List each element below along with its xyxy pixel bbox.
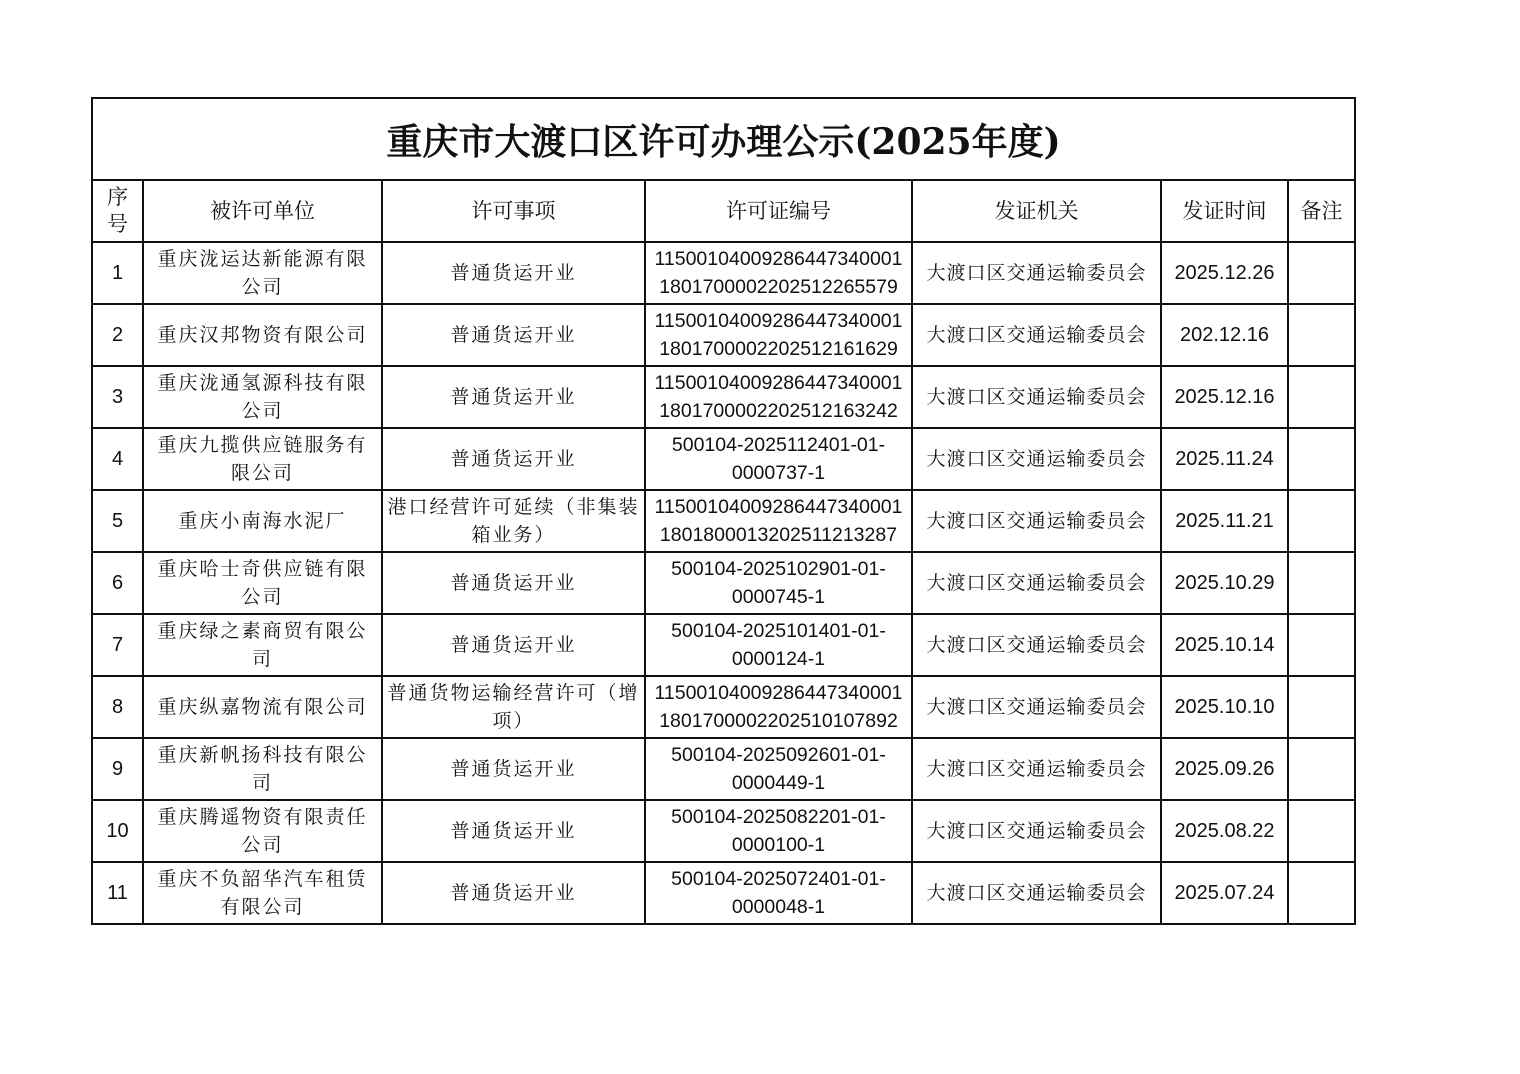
row-license-no (645, 242, 912, 304)
license-no-line-2: 0000048-1 (731, 896, 826, 918)
row-license-no (645, 676, 912, 738)
header-unit: 被许可单位 (143, 180, 382, 242)
license-no-line-2: 0000100-1 (731, 834, 826, 856)
license-no-line-2: 1801700002202510107892 (659, 710, 898, 732)
row-note (1288, 862, 1355, 924)
row-item: 普通货运开业 (382, 242, 645, 304)
row-index: 7 (92, 614, 143, 676)
license-no-line-2: 1801700002202512161629 (659, 338, 898, 360)
row-issuer: 大渡口区交通运输委员会 (912, 738, 1161, 800)
table-row (92, 614, 1355, 676)
license-no-line-2: 1801700002202512265579 (659, 276, 898, 298)
row-unit: 重庆腾遥物资有限责任公司 (143, 800, 382, 862)
row-date: 2025.12.26 (1161, 242, 1288, 304)
row-item: 普通货运开业 (382, 552, 645, 614)
table-row (92, 862, 1355, 924)
row-unit: 重庆泷运达新能源有限公司 (143, 242, 382, 304)
row-unit: 重庆纵嘉物流有限公司 (143, 676, 382, 738)
row-note (1288, 366, 1355, 428)
header-issuer: 发证机关 (912, 180, 1161, 242)
permit-table (91, 97, 1356, 925)
row-date: 2025.07.24 (1161, 862, 1288, 924)
table-row (92, 428, 1355, 490)
row-note (1288, 738, 1355, 800)
row-date: 2025.08.22 (1161, 800, 1288, 862)
row-issuer: 大渡口区交通运输委员会 (912, 428, 1161, 490)
row-note (1288, 676, 1355, 738)
row-note (1288, 490, 1355, 552)
license-no-line-1: 11500104009286447340001 (654, 682, 903, 704)
row-issuer: 大渡口区交通运输委员会 (912, 614, 1161, 676)
row-issuer: 大渡口区交通运输委员会 (912, 676, 1161, 738)
row-note (1288, 428, 1355, 490)
row-item: 普通货运开业 (382, 366, 645, 428)
row-unit: 重庆九揽供应链服务有限公司 (143, 428, 382, 490)
page-title: 重庆市大渡口区许可办理公示(2025年度) (92, 98, 1355, 180)
row-license-no (645, 490, 912, 552)
row-license-no (645, 428, 912, 490)
license-no-line-1: 11500104009286447340001 (654, 496, 903, 518)
license-no-line-1: 11500104009286447340001 (654, 372, 903, 394)
row-item: 港口经营许可延续（非集装箱业务） (382, 490, 645, 552)
row-index: 6 (92, 552, 143, 614)
license-no-line-2: 0000737-1 (731, 462, 826, 484)
row-date: 2025.10.10 (1161, 676, 1288, 738)
license-no-line-1: 11500104009286447340001 (654, 310, 903, 332)
row-item: 普通货运开业 (382, 428, 645, 490)
header-row (92, 180, 1355, 242)
row-item: 普通货运开业 (382, 614, 645, 676)
row-index: 9 (92, 738, 143, 800)
row-index: 10 (92, 800, 143, 862)
header-index: 序号 (92, 180, 143, 242)
row-note (1288, 800, 1355, 862)
row-unit: 重庆汉邦物资有限公司 (143, 304, 382, 366)
row-note (1288, 552, 1355, 614)
row-issuer: 大渡口区交通运输委员会 (912, 800, 1161, 862)
license-no-line-2: 1801800013202511213287 (659, 524, 898, 546)
table-row (92, 738, 1355, 800)
row-item: 普通货运开业 (382, 862, 645, 924)
row-license-no (645, 738, 912, 800)
row-unit: 重庆哈士奇供应链有限公司 (143, 552, 382, 614)
row-date: 2025.10.14 (1161, 614, 1288, 676)
row-unit: 重庆新帆扬科技有限公司 (143, 738, 382, 800)
row-index: 1 (92, 242, 143, 304)
table-row (92, 490, 1355, 552)
row-item: 普通货运开业 (382, 304, 645, 366)
license-no-line-1: 500104-2025101401-01- (671, 620, 886, 642)
row-item: 普通货运开业 (382, 738, 645, 800)
row-index: 3 (92, 366, 143, 428)
row-issuer: 大渡口区交通运输委员会 (912, 862, 1161, 924)
row-item: 普通货物运输经营许可（增项） (382, 676, 645, 738)
table-row (92, 242, 1355, 304)
row-index: 5 (92, 490, 143, 552)
row-date: 2025.10.29 (1161, 552, 1288, 614)
license-no-line-2: 0000124-1 (731, 648, 826, 670)
row-note (1288, 304, 1355, 366)
row-index: 4 (92, 428, 143, 490)
row-issuer: 大渡口区交通运输委员会 (912, 366, 1161, 428)
row-item: 普通货运开业 (382, 800, 645, 862)
license-no-line-2: 0000449-1 (731, 772, 826, 794)
row-issuer: 大渡口区交通运输委员会 (912, 242, 1161, 304)
license-no-line-1: 500104-2025082201-01- (671, 806, 886, 828)
header-date: 发证时间 (1161, 180, 1288, 242)
license-no-line-1: 11500104009286447340001 (654, 248, 903, 270)
permit-publicity-sheet (91, 97, 1354, 925)
row-date: 2025.11.24 (1161, 428, 1288, 490)
license-no-line-1: 500104-2025092601-01- (671, 744, 886, 766)
license-no-line-1: 500104-2025072401-01- (671, 868, 886, 890)
row-date: 2025.09.26 (1161, 738, 1288, 800)
row-note (1288, 242, 1355, 304)
row-license-no (645, 304, 912, 366)
license-no-line-2: 1801700002202512163242 (659, 400, 898, 422)
row-license-no (645, 366, 912, 428)
row-unit: 重庆绿之素商贸有限公司 (143, 614, 382, 676)
row-issuer: 大渡口区交通运输委员会 (912, 490, 1161, 552)
row-date: 2025.12.16 (1161, 366, 1288, 428)
header-item: 许可事项 (382, 180, 645, 242)
table-row (92, 552, 1355, 614)
row-issuer: 大渡口区交通运输委员会 (912, 552, 1161, 614)
row-index: 8 (92, 676, 143, 738)
header-license-no: 许可证编号 (645, 180, 912, 242)
row-license-no (645, 614, 912, 676)
row-index: 2 (92, 304, 143, 366)
table-row (92, 304, 1355, 366)
row-unit: 重庆泷通氢源科技有限公司 (143, 366, 382, 428)
header-note: 备注 (1288, 180, 1355, 242)
table-row (92, 676, 1355, 738)
row-note (1288, 614, 1355, 676)
license-no-line-2: 0000745-1 (731, 586, 826, 608)
license-no-line-1: 500104-2025112401-01- (671, 434, 886, 456)
license-no-line-1: 500104-2025102901-01- (671, 558, 886, 580)
row-license-no (645, 862, 912, 924)
table-row (92, 366, 1355, 428)
table-row (92, 800, 1355, 862)
row-license-no (645, 552, 912, 614)
row-unit: 重庆小南海水泥厂 (143, 490, 382, 552)
row-date: 202.12.16 (1161, 304, 1288, 366)
row-date: 2025.11.21 (1161, 490, 1288, 552)
row-license-no (645, 800, 912, 862)
row-issuer: 大渡口区交通运输委员会 (912, 304, 1161, 366)
row-unit: 重庆不负韶华汽车租赁有限公司 (143, 862, 382, 924)
row-index: 11 (92, 862, 143, 924)
